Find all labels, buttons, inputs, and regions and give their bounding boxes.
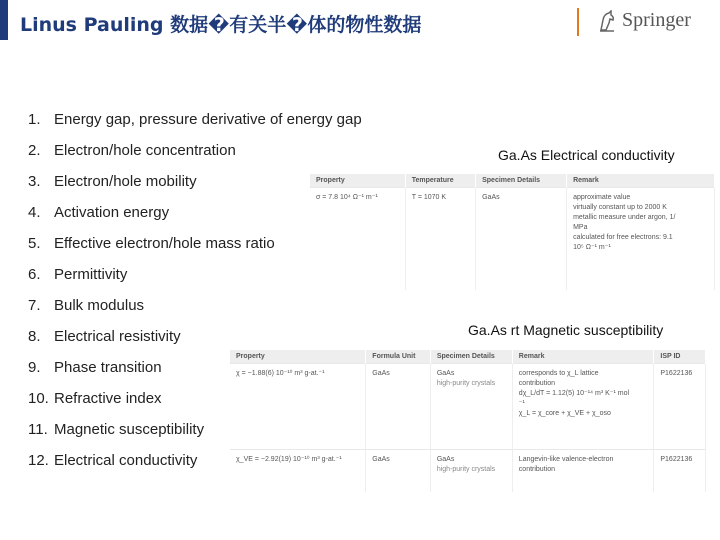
table-row [310,188,715,291]
column-header: ISP ID [654,350,706,364]
list-item-label: Activation energy [54,204,170,221]
list-item-label: Refractive index [54,390,162,407]
remark-line: ⁻¹ [518,400,525,407]
remark-line: calculated for free electrons: 9.1 [573,234,673,241]
column-header: Temperature [405,174,475,188]
column-header: Remark [567,174,715,188]
remark-line: contribution [518,380,555,387]
temperature-cell: T = 1070 K [405,188,475,291]
specimen-cell: GaAs [476,188,567,291]
list-item [28,141,362,172]
list-item-number: 2. [28,142,41,159]
specimen-cell [430,449,512,492]
table-row [230,364,706,450]
list-item-number: 7. [28,297,41,314]
remark-cell [567,188,715,291]
springer-horse-icon [598,10,616,32]
remark-line: χ_L = χ_core + χ_VE + χ_oso [518,410,611,417]
list-item-label: Bulk modulus [54,297,145,314]
property-cell: χ_VE = −2.92(19) 10⁻¹⁰ m³ g-at.⁻¹ [230,449,366,492]
specimen-name: GaAs [436,370,455,377]
column-header: Property [230,350,366,364]
brand-name: Springer [622,9,691,31]
susceptibility-table [230,350,706,492]
specimen-detail: high-purity crystals [436,380,496,387]
list-item-label: Energy gap, pressure derivative of energy gap [54,111,362,128]
column-header: Specimen Details [430,350,512,364]
list-item-number: 10. [28,390,49,407]
remark-line: MPa [573,224,588,231]
formula-cell: GaAs [366,364,431,450]
remark-line: contribution [518,465,555,473]
list-item-number: 6. [28,266,41,283]
list-item-number: 8. [28,328,41,345]
list-item-number: 4. [28,204,41,221]
header-divider [577,8,579,36]
column-header: Property [310,174,405,188]
list-item-number: 9. [28,359,41,376]
list-item [28,110,362,141]
remark-line: corresponds to χ_L lattice [518,370,599,377]
remark-line: virtually constant up to 2000 K [573,204,667,211]
column-header: Remark [512,350,654,364]
list-item-number: 3. [28,173,41,190]
list-item-label: Electrical conductivity [54,452,198,469]
list-item-label: Magnetic susceptibility [54,421,205,438]
remark-cell [512,364,654,450]
isp-id-cell: P1622136 [654,364,706,450]
list-item-number: 5. [28,235,41,252]
specimen-cell [430,364,512,450]
page-title: Linus Pauling 数据�有关半�体的物性数据 [20,14,422,36]
remark-line: dχ_L/dT = 1.12(5) 10⁻¹⁴ m³ K⁻¹ mol [518,390,630,397]
list-item [28,296,362,327]
susceptibility-caption: Ga.As rt Magnetic susceptibility [468,322,664,338]
remark-line: 10⁵ Ω⁻¹ m⁻¹ [573,244,611,251]
list-item-number: 11. [28,421,48,438]
remark-line: metallic measure under argon, 1/ [573,214,676,221]
remark-line: approximate value [573,194,631,201]
specimen-name: GaAs [436,455,455,463]
remark-line: Langevin-like valence-electron [518,455,614,463]
conductivity-caption: Ga.As Electrical conductivity [498,147,675,163]
column-header: Specimen Details [476,174,567,188]
column-header: Formula Unit [366,350,431,364]
title-accent-bar [0,0,8,40]
specimen-detail: high-purity crystals [436,465,496,473]
list-item-label: Electrical resistivity [54,328,181,345]
list-item-label: Phase transition [54,359,162,376]
remark-cell [512,449,654,492]
list-item-label: Electron/hole concentration [54,142,236,159]
isp-id-cell: P1622136 [654,449,706,492]
table-row [230,449,706,492]
list-item-number: 1. [28,111,41,128]
list-item-label: Permittivity [54,266,128,283]
property-cell: χ = −1.88(6) 10⁻¹⁰ m³ g-at.⁻¹ [230,364,366,450]
formula-cell: GaAs [366,449,431,492]
springer-logo [598,9,691,32]
list-item-label: Effective electron/hole mass ratio [54,235,275,252]
conductivity-table [310,174,715,290]
list-item-number: 12. [28,452,49,469]
list-item-label: Electron/hole mobility [54,173,197,190]
property-cell: σ = 7.8 10⁴ Ω⁻¹ m⁻¹ [310,188,405,291]
